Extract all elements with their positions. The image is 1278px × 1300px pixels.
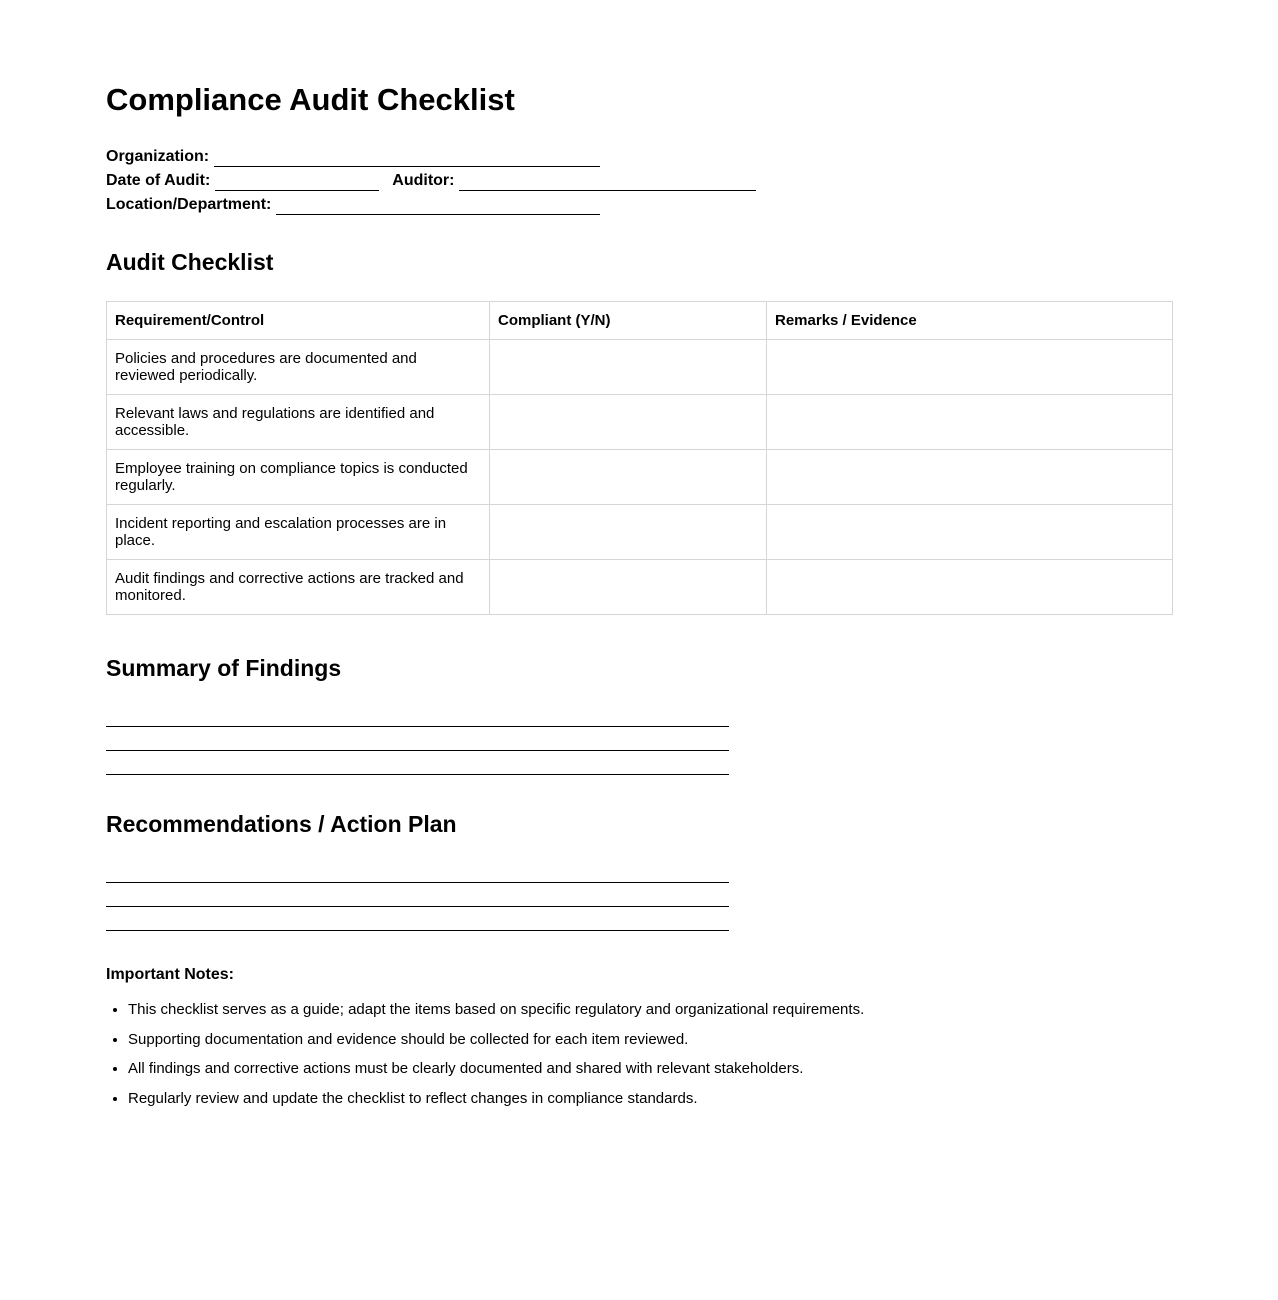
location-department-label: Location/Department: (106, 196, 272, 213)
remarks-cell[interactable] (767, 340, 1173, 395)
date-of-audit-label: Date of Audit: (106, 172, 211, 189)
important-notes-heading: Important Notes: (106, 966, 234, 983)
auditor-label: Auditor: (392, 172, 455, 189)
audit-checklist-heading: Audit Checklist (106, 249, 274, 275)
table-row (107, 395, 1173, 450)
compliant-cell[interactable] (490, 340, 767, 395)
list-item: • Regularly review and update the checklist to reflect changes in compliance standards. (128, 1089, 1128, 1108)
summary-of-findings-heading: Summary of Findings (106, 655, 342, 681)
requirement-cell: Employee training on compliance topics is conducted regularly. (107, 450, 490, 505)
table-row (107, 560, 1173, 615)
audit-checklist-table (106, 301, 1173, 615)
requirement-cell: Audit findings and corrective actions are tracked and monitored. (107, 560, 490, 615)
date-auditor-row (106, 171, 756, 191)
summary-line-2[interactable] (106, 750, 729, 751)
list-item: • This checklist serves as a guide; adapt the items based on specific regulatory and organizational requirements. (128, 1000, 1128, 1019)
date-of-audit-field[interactable] (215, 173, 379, 191)
important-notes-list (106, 1000, 1128, 1118)
table-row (107, 340, 1173, 395)
recommendations-line-3[interactable] (106, 930, 729, 931)
table-row (107, 505, 1173, 560)
compliant-cell[interactable] (490, 395, 767, 450)
column-header-compliant: Compliant (Y/N) (490, 302, 767, 340)
recommendations-line-1[interactable] (106, 882, 729, 883)
organization-field[interactable] (214, 149, 600, 167)
page-title: Compliance Audit Checklist (106, 82, 515, 117)
list-item: • All findings and corrective actions must be clearly documented and shared with relevant stakeholders. (128, 1059, 1128, 1078)
table-row (107, 450, 1173, 505)
location-row (106, 195, 600, 215)
recommendations-line-2[interactable] (106, 906, 729, 907)
table-header-row (107, 302, 1173, 340)
requirement-cell: Relevant laws and regulations are identified and accessible. (107, 395, 490, 450)
remarks-cell[interactable] (767, 560, 1173, 615)
remarks-cell[interactable] (767, 395, 1173, 450)
recommendations-heading: Recommendations / Action Plan (106, 811, 457, 837)
list-item: • Supporting documentation and evidence should be collected for each item reviewed. (128, 1030, 1128, 1049)
organization-row (106, 147, 600, 167)
compliant-cell[interactable] (490, 560, 767, 615)
compliant-cell[interactable] (490, 505, 767, 560)
requirement-cell: Policies and procedures are documented and reviewed periodically. (107, 340, 490, 395)
location-department-field[interactable] (276, 197, 600, 215)
summary-line-1[interactable] (106, 726, 729, 727)
requirement-cell: Incident reporting and escalation processes are in place. (107, 505, 490, 560)
compliant-cell[interactable] (490, 450, 767, 505)
summary-line-3[interactable] (106, 774, 729, 775)
organization-label: Organization: (106, 148, 210, 165)
remarks-cell[interactable] (767, 505, 1173, 560)
column-header-remarks: Remarks / Evidence (767, 302, 1173, 340)
remarks-cell[interactable] (767, 450, 1173, 505)
column-header-requirement: Requirement/Control (107, 302, 490, 340)
auditor-field[interactable] (459, 173, 756, 191)
